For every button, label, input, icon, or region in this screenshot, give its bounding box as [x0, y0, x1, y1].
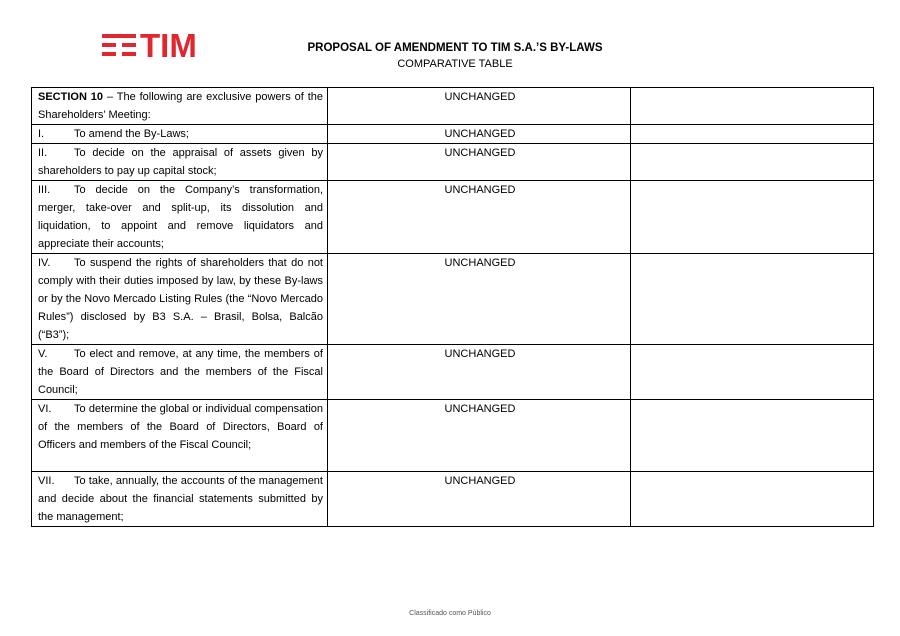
item-text: To decide on the Company’s transformation, merger, take-over and split-up, its dissolution and liquidation, to appoint and remove liquidators and appreciate their accounts;	[38, 184, 323, 250]
item-text: To determine the global or individual compensation of the members of the Board of Directors, Board of Officers and members of the Fiscal Council;	[38, 403, 323, 451]
item-text: To take, annually, the accounts of the management and decide about the financial statements submitted by the management;	[38, 475, 323, 523]
classification-footer: Classificado como Público	[409, 610, 491, 617]
current-text-cell	[32, 88, 328, 125]
table-row	[32, 254, 874, 345]
item-text: To decide on the appraisal of assets given by shareholders to pay up capital stock;	[38, 147, 323, 177]
table-row	[32, 345, 874, 400]
current-text-cell	[32, 400, 328, 472]
item-number: I.	[38, 128, 45, 140]
status-cell: UNCHANGED	[328, 472, 631, 527]
section-text: – The following are exclusive powers of the Shareholders’ Meeting:	[38, 91, 323, 121]
status-cell: UNCHANGED	[328, 345, 631, 400]
item-number: V.	[38, 348, 48, 360]
justification-cell	[631, 144, 874, 181]
justification-cell	[631, 400, 874, 472]
justification-cell	[631, 254, 874, 345]
current-text-cell	[32, 472, 328, 527]
justification-cell	[631, 181, 874, 254]
table-row	[32, 144, 874, 181]
tim-stripes-icon	[102, 32, 136, 60]
justification-cell	[631, 472, 874, 527]
current-text-cell	[32, 181, 328, 254]
status-cell: UNCHANGED	[328, 254, 631, 345]
item-number: VII.	[38, 475, 55, 487]
justification-cell	[631, 125, 874, 144]
status-cell: UNCHANGED	[328, 181, 631, 254]
table-row	[32, 181, 874, 254]
item-number: IV.	[38, 257, 51, 269]
section-heading: SECTION 10	[38, 91, 104, 103]
current-text-cell	[32, 144, 328, 181]
tim-logo	[102, 27, 208, 64]
table-row	[32, 472, 874, 527]
item-text: To elect and remove, at any time, the members of the Board of Directors and the members of the Fiscal Council;	[38, 348, 323, 396]
status-cell: UNCHANGED	[328, 144, 631, 181]
current-text-cell	[32, 345, 328, 400]
current-text-cell	[32, 125, 328, 144]
document-subtitle: COMPARATIVE TABLE	[397, 58, 513, 70]
item-number: III.	[38, 184, 51, 196]
table-row	[32, 400, 874, 472]
tim-logo-text: TIM	[140, 27, 197, 64]
item-text: To suspend the rights of shareholders that do not comply with their duties imposed by law, by these By-laws or by the Novo Mercado Listing Rules (the “Novo Mercado Rules”) disclosed by B3 S.A. – Brasil, Bolsa, Balcão (“B3”);	[38, 257, 323, 341]
status-cell: UNCHANGED	[328, 125, 631, 144]
justification-cell	[631, 88, 874, 125]
table-row	[32, 88, 874, 125]
table-row	[32, 125, 874, 144]
document-title: PROPOSAL OF AMENDMENT TO TIM S.A.’S BY-LAWS	[307, 42, 603, 54]
status-cell: UNCHANGED	[328, 88, 631, 125]
item-number: VI.	[38, 403, 52, 415]
current-text-cell	[32, 254, 328, 345]
comparative-table	[31, 87, 874, 527]
item-text: To amend the By-Laws;	[74, 128, 189, 140]
item-number: II.	[38, 147, 48, 159]
justification-cell	[631, 345, 874, 400]
status-cell: UNCHANGED	[328, 400, 631, 472]
